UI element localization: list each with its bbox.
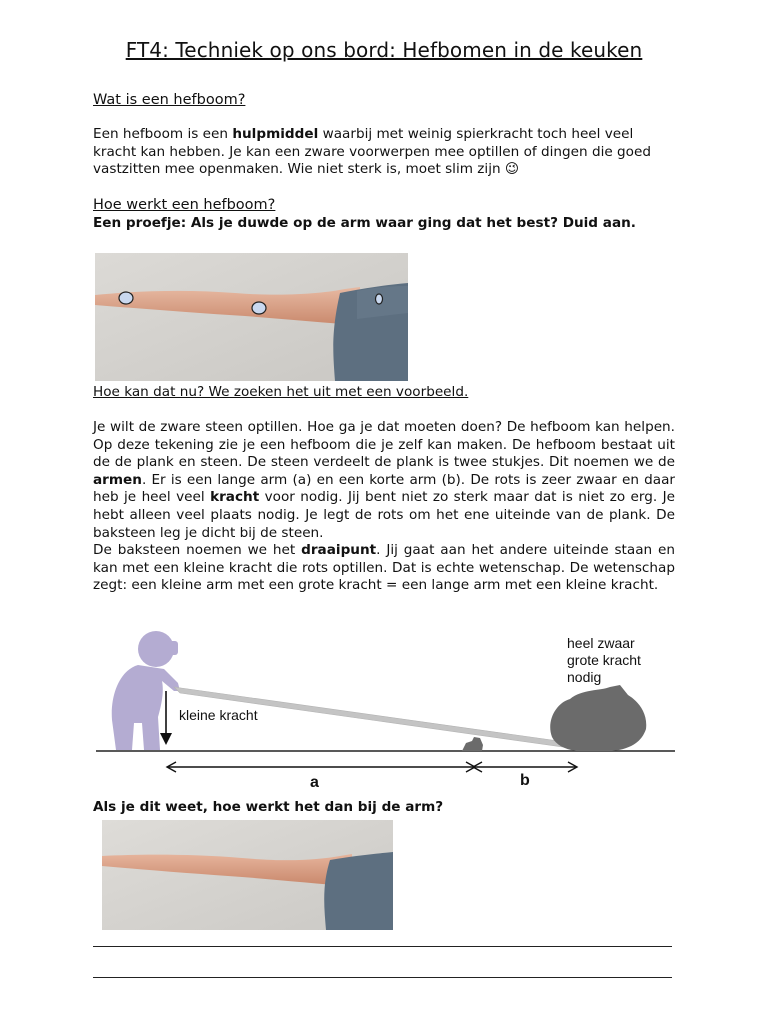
rock-label-line2: grote kracht <box>567 652 641 668</box>
arm-question: Als je dit weet, hoe werkt het dan bij de arm? <box>93 799 444 815</box>
rock-label-line1: heel zwaar <box>567 635 635 651</box>
intro-text-a: Een hefboom is een <box>93 126 233 142</box>
wink-emoji-icon: 😉 <box>504 161 520 178</box>
term-kracht: kracht <box>210 489 260 506</box>
explanation-text-2: . Er is een lange arm (a) en een korte arm (b). De rots is zeer zwaar en daar heb je heel veel <box>93 471 675 506</box>
marker-shoulder[interactable] <box>376 294 383 304</box>
arm-photo-illustration <box>95 253 408 381</box>
force-label: kleine kracht <box>179 707 258 723</box>
arm-a-dimension <box>167 762 475 772</box>
force-arrow-head <box>160 733 172 745</box>
arm-photo-plain <box>102 820 393 930</box>
arm-photo-plain-illustration <box>102 820 393 930</box>
fulcrum-brick <box>462 737 483 751</box>
section-heading-example: Hoe kan dat nu? We zoeken het uit met een voorbeeld. <box>93 384 469 400</box>
lever-diagram <box>90 625 690 795</box>
heavy-rock <box>550 685 646 751</box>
arm-b-dimension <box>473 762 577 772</box>
explanation-text-1: Je wilt de zware steen optillen. Hoe ga je dat moeten doen? De hefboom kan helpen. Op deze tekening zie je een hefboom die je zelf kan maken. De hefboom bestaat uit de de plank en steen. De steen verdeelt de plank is twee stukjes. Dit noemen we de <box>93 419 675 471</box>
answer-line-2[interactable] <box>93 977 672 978</box>
section-heading-how: Hoe werkt een hefboom? <box>93 197 276 213</box>
experiment-instruction: Een proefje: Als je duwde op de arm waar ging dat het best? Duid aan. <box>93 215 636 231</box>
explanation-text-4: De baksteen noemen we het <box>93 542 302 559</box>
person-figure <box>112 631 180 750</box>
answer-line-1[interactable] <box>93 946 672 947</box>
intro-bold-term: hulpmiddel <box>232 126 319 142</box>
marker-elbow[interactable] <box>252 302 266 314</box>
arm-a-label: a <box>310 774 319 791</box>
section-heading-what: Wat is een hefboom? <box>93 92 246 108</box>
intro-text-b: waarbij met weinig spierkracht toch heel veel kracht kan hebben. Je kan een zware voorwerpen mee optillen of dingen die goed vastzitten mee openmaken. Wie niet sterk is, moet slim zijn <box>93 126 651 178</box>
intro-paragraph <box>93 126 675 179</box>
term-draaipunt: draaipunt <box>301 542 377 559</box>
page-title: FT4: Techniek op ons bord: Hefbomen in de keuken <box>125 38 643 62</box>
marker-hand[interactable] <box>119 292 133 304</box>
explanation-paragraph <box>93 419 675 595</box>
term-armen: armen <box>93 471 142 488</box>
arm-b-label: b <box>520 772 530 789</box>
arm-photo-with-markers <box>95 253 408 381</box>
explanation-text-5: . Jij gaat aan het andere uiteinde staan en kan met een kleine kracht die rots optillen. Dat is echte wetenschap. De wetenschap zegt: een kleine arm met een grote kracht = een lange arm met een kleine kracht. <box>93 542 675 594</box>
rock-label-line3: nodig <box>567 669 602 685</box>
explanation-text-3: voor nodig. Jij bent niet zo sterk maar dat is niet zo erg. Je hebt alleen veel plaats nodig. Je legt de rots om het ene uiteinde van de plank. De baksteen leg je dicht bij de steen. <box>93 489 675 541</box>
